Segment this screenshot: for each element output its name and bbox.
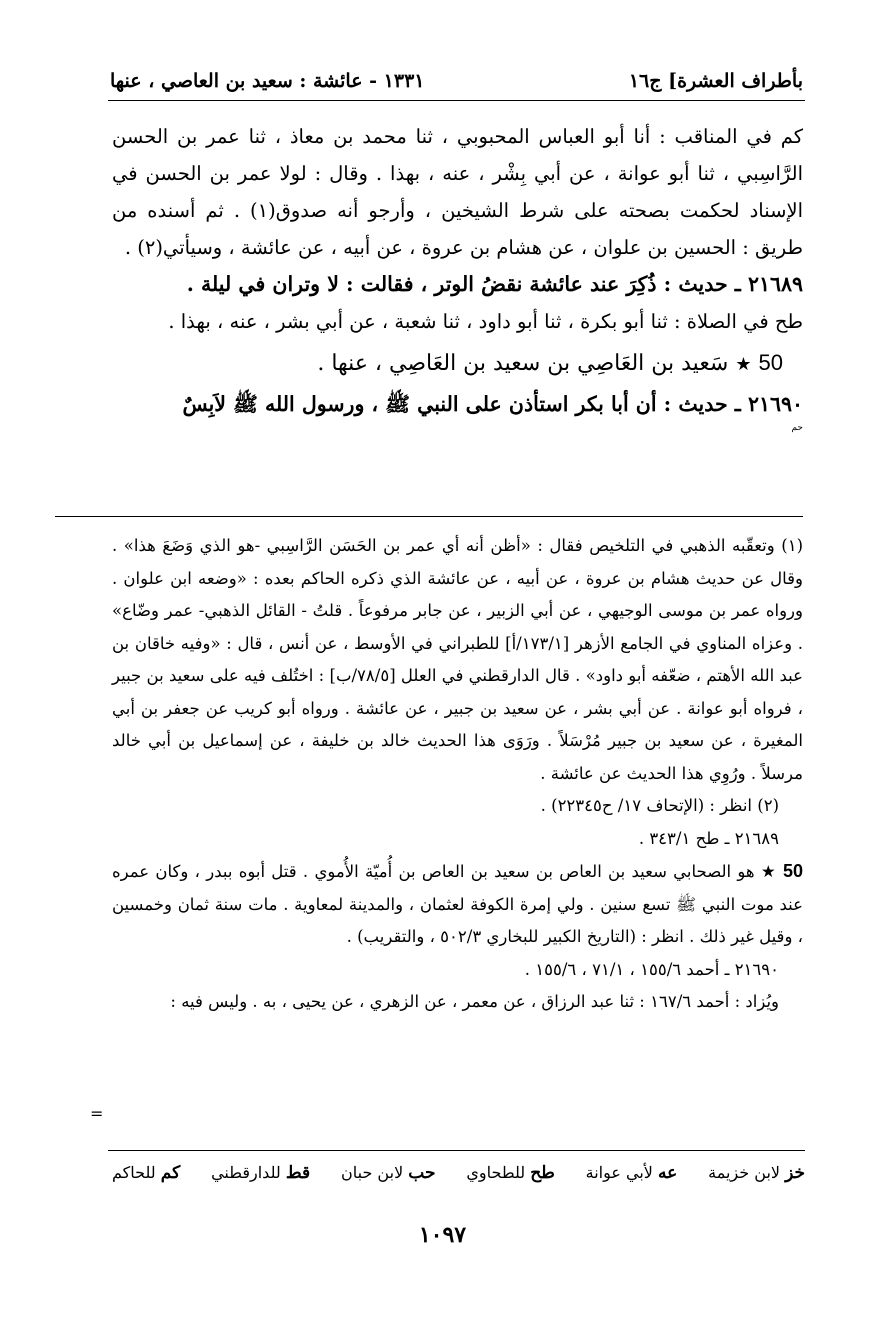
header-chapter: ١٣٣١ - عائشة : سعيد بن العاصي ، عنها [110, 70, 425, 92]
abbr-item: طح للطحاوي [466, 1163, 555, 1183]
star-icon: ★ [760, 862, 777, 881]
footnote-rule [55, 516, 803, 517]
abbr-item: خز لابن خزيمة [708, 1163, 805, 1183]
taha-line: طح في الصلاة : ثنا أبو بكرة ، ثنا أبو داود ، ثنا شعبة ، عن أبي بشر ، عنه ، بهذا . [168, 310, 803, 333]
continuation-marker: = [90, 1104, 104, 1123]
running-header [110, 58, 803, 92]
ref-21689: ٢١٦٨٩ ـ طح ٣٤٣/١ . [638, 828, 779, 848]
addition-note: ويُزاد : أحمد ١٦٧/٦ : ثنا عبد الرزاق ، عن معمر ، عن الزهري ، عن يحيى ، به . وليس فيه : [170, 992, 779, 1011]
bio-name: سَعيد بن العَاصِي بن سعيد بن العَاصِي ، عنها . [317, 351, 729, 376]
star-icon: ★ [735, 354, 752, 375]
biography-heading [112, 342, 803, 386]
ref-21690: ٢١٦٩٠ ـ أحمد ١٥٥/٦ ، ٧١/١ ، ١٥٥/٦ . [524, 959, 779, 979]
bio-note [112, 855, 803, 954]
intro-paragraph: كم في المناقب : أنا أبو العباس المحبوبي ، ثنا محمد بن معاذ ، ثنا عمر بن الحسن الرَّاسِبي ، ثنا أبو عوانة ، عن أبي بِشْر ، عنه ، بهذا . وقال : لولا عمر بن الحسن في الإسناد لحكمت بصحته على شرط الشيخين ، وأرجو أنه صدوق(١) . ثم أسنده من طريق : الحسين بن علوان ، عن هشام بن عروة ، عن أبيه ، عن عائشة ، وسيأتي(٢) . [112, 125, 803, 259]
taha-chain [112, 303, 803, 340]
header-rule [108, 100, 805, 101]
footnote-2: (٢) انظر : (الإتحاف ١٧/ ح٢٢٣٤٥) . [540, 796, 779, 815]
footnote-1: (١) وتعقّبه الذهبي في التلخيص فقال : «أظن أنه أي عمر بن الحَسَن الرَّاسِبي -هو الذي وَضَعَ هذا» . وقال عن حديث هشام بن عروة ، عن أبيه ، عن عائشة الذي ذكره الحاكم بعده : «وضعه ابن علوان . ورواه عمر بن موسى الوجيهي ، عن أبي الزبير ، عن جابر مرفوعاً . قلتُ - القائل الذهبي- عمر وضّاع» . وعزاه المناوي في الجامع الأزهر [١٧٣/١/أ] للطبراني في الأوسط ، عن أنس ، قال : «وفيه خاقان بن عبد الله الأهتم ، ضعّفه أبو داود» . قال الدارقطني في العلل [٧٨/٥/ب] : اختُلف فيه على سعيد بن جبير ، فرواه أبو عوانة . عن أبي بشر ، عن سعيد بن جبير ، عن عائشة . ورواه أبو كريب عن جعفر بن أبي المغيرة ، عن سعيد بن جبير مُرْسَلاً . ورَوَى هذا الحديث خالد بن خليفة ، عن إسماعيل بن أبي خالد مرسلاً . ورُوِي هذا الحديث عن عائشة . [112, 536, 804, 783]
abbr-item: كم للحاكم [112, 1163, 181, 1183]
main-text [112, 118, 803, 433]
header-volume: بأطراف العشرة] ج١٦ [628, 70, 803, 92]
bio-number: 50 [758, 350, 783, 375]
abbr-item: عه لأبي عوانة [585, 1163, 678, 1183]
abbr-item: حب لابن حبان [341, 1163, 436, 1183]
bio-note-text: هو الصحابي سعيد بن العاص بن سعيد بن العاص بن أُميّة الأُموي . قتل أبوه ببدر ، وكان عمره عند موت النبي ﷺ تسع سنين . ولي إمرة الكوفة لعثمان ، والمدينة لمعاوية . مات سنة ثمان وخمسين ، وقيل غير ذلك . انظر : (التاريخ الكبير للبخاري ٥٠٢/٣ ، والتقريب) . [112, 862, 803, 946]
footnotes [112, 530, 803, 1019]
bio-note-number: 50 [783, 861, 804, 881]
abbreviations-key [112, 1163, 805, 1183]
abbr-item: قط للدارقطني [211, 1163, 311, 1183]
hadith-21690: ٢١٦٩٠ ـ حديث : أن أبا بكر استأذن على النبي ﷺ ، ورسول الله ﷺ لاَبِسٌ [182, 392, 803, 416]
abbreviations-rule [108, 1150, 805, 1151]
page-number: ١٠٩٧ [418, 1222, 467, 1248]
siglum-hm: حم [791, 423, 803, 433]
hadith-21689: ٢١٦٨٩ ـ حديث : ذُكِرَ عند عائشة نقضُ الوتر ، فقالت : لا وتران في ليلة . [186, 272, 803, 296]
